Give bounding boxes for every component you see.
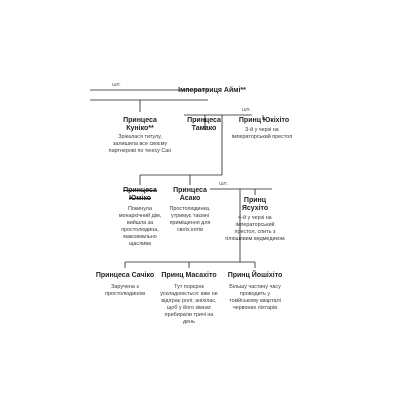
yasuhito-desc: 4-й у черзі на імператорський престол, спить з плюшевим ведмедиком: [225, 215, 285, 242]
asako-name: Принцеса Асако: [173, 187, 207, 202]
yukihito-desc: 3-й у черзі на імператорський престол: [231, 127, 293, 140]
yoshihito-desc: Більшу частину часу проводить у токійському кварталі червоних ліхтарів: [229, 284, 281, 311]
empress-name: Імператриця Аймі**: [178, 87, 246, 94]
yumiko-name: Принцеса Юміко: [123, 187, 157, 202]
marriage-label-yukihito: шп.: [242, 107, 251, 113]
kuniko-name: Принцеса Куніко**: [123, 117, 157, 132]
marriage-label-empress: шп.: [112, 82, 121, 88]
masahito-name: Принц Масахіто: [161, 272, 217, 279]
yukihito-name: Принц Юкіхіто: [238, 117, 290, 124]
asako-desc: Простолюдинка, утримує таємні приміщення для своїх котів: [169, 206, 211, 233]
marriage-label-yasuhito: шп.: [219, 181, 228, 187]
yasuhito-name: Принц Ясухіто: [241, 197, 269, 212]
masahito-desc: Тут порєрок ускладнюється: вже не відіграє ролі; аніхілас, щоб у його кімнат прибирали тричі на день: [160, 284, 218, 325]
sachiko-desc: Заручена з простолюдином: [105, 284, 145, 297]
yumiko-desc: Покинула монархічний дім, вийшла за простолюдина, максимально щаслива: [118, 206, 162, 247]
yoshihito-name: Принц Йошіхіто: [227, 272, 283, 279]
sachiko-name: Принцеса Сачіко: [95, 272, 155, 279]
tamako-name: Принцеса Тамако: [187, 117, 221, 132]
kuniko-desc: Зрікалася титулу, залишила все своєму партнерові по тенісу Сао: [108, 134, 172, 154]
